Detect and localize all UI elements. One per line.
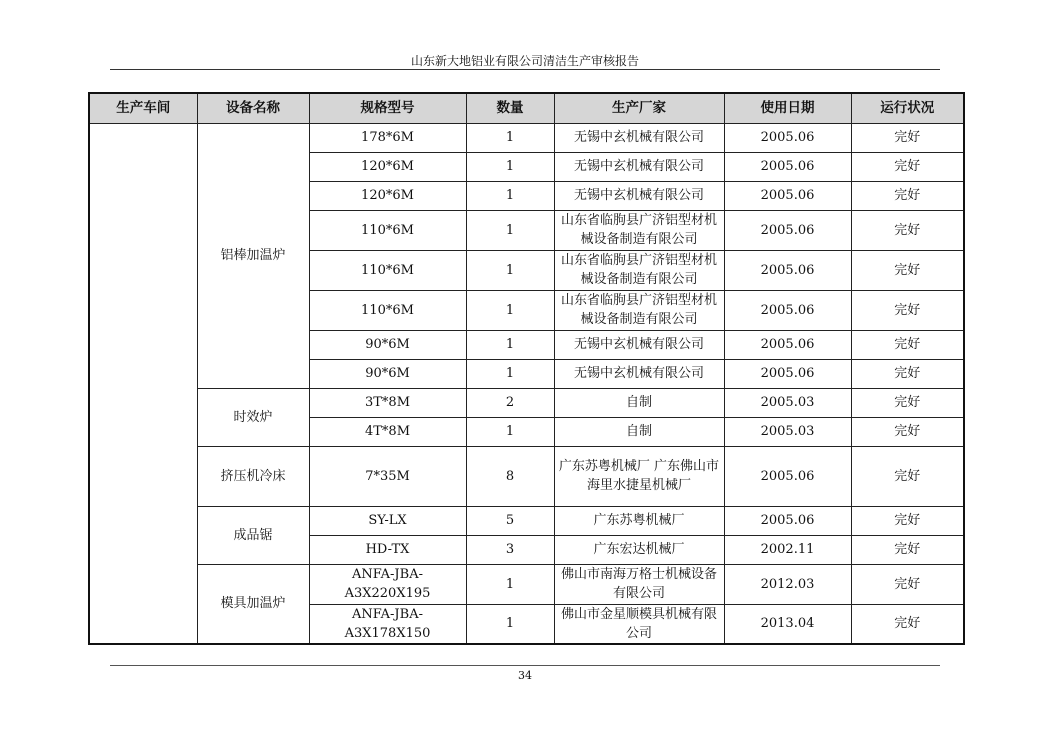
manufacturer-cell: 无锡中玄机械有限公司 xyxy=(554,359,724,388)
quantity-cell: 1 xyxy=(466,181,554,210)
status-cell: 完好 xyxy=(851,535,964,564)
date-cell: 2005.06 xyxy=(724,152,851,181)
quantity-cell: 2 xyxy=(466,388,554,417)
quantity-cell: 1 xyxy=(466,210,554,250)
manufacturer-cell: 佛山市金星顺模具机械有限公司 xyxy=(554,604,724,644)
quantity-cell: 1 xyxy=(466,604,554,644)
model-cell: 3T*8M xyxy=(309,388,466,417)
quantity-cell: 1 xyxy=(466,417,554,446)
date-cell: 2013.04 xyxy=(724,604,851,644)
table-row xyxy=(89,123,964,152)
status-cell: 完好 xyxy=(851,152,964,181)
equipment-name-cell: 挤压机冷床 xyxy=(197,446,309,506)
model-cell: 7*35M xyxy=(309,446,466,506)
quantity-cell: 1 xyxy=(466,290,554,330)
date-cell: 2012.03 xyxy=(724,564,851,604)
quantity-cell: 1 xyxy=(466,359,554,388)
quantity-cell: 3 xyxy=(466,535,554,564)
status-cell: 完好 xyxy=(851,250,964,290)
status-cell: 完好 xyxy=(851,123,964,152)
status-cell: 完好 xyxy=(851,330,964,359)
table-row xyxy=(89,564,964,604)
status-cell: 完好 xyxy=(851,388,964,417)
status-cell: 完好 xyxy=(851,446,964,506)
date-cell: 2005.06 xyxy=(724,123,851,152)
status-cell: 完好 xyxy=(851,181,964,210)
column-header-equipment: 设备名称 xyxy=(197,93,309,123)
status-cell: 完好 xyxy=(851,604,964,644)
manufacturer-cell: 自制 xyxy=(554,417,724,446)
equipment-name-cell: 成品锯 xyxy=(197,506,309,564)
quantity-cell: 1 xyxy=(466,564,554,604)
column-header-status: 运行状况 xyxy=(851,93,964,123)
quantity-cell: 1 xyxy=(466,250,554,290)
date-cell: 2005.06 xyxy=(724,330,851,359)
date-cell: 2005.06 xyxy=(724,506,851,535)
table-header-row xyxy=(89,93,964,123)
model-cell: 4T*8M xyxy=(309,417,466,446)
quantity-cell: 5 xyxy=(466,506,554,535)
model-cell: 110*6M xyxy=(309,210,466,250)
manufacturer-cell: 广东宏达机械厂 xyxy=(554,535,724,564)
quantity-cell: 1 xyxy=(466,123,554,152)
status-cell: 完好 xyxy=(851,210,964,250)
workshop-cell xyxy=(89,123,197,644)
manufacturer-cell: 佛山市南海万格士机械设备有限公司 xyxy=(554,564,724,604)
footer-divider xyxy=(110,665,940,666)
column-header-manufacturer: 生产厂家 xyxy=(554,93,724,123)
column-header-quantity: 数量 xyxy=(466,93,554,123)
model-cell: ANFA-JBA-A3X178X150 xyxy=(309,604,466,644)
manufacturer-cell: 山东省临朐县广济铝型材机械设备制造有限公司 xyxy=(554,290,724,330)
model-cell: 90*6M xyxy=(309,330,466,359)
equipment-name-cell: 铝棒加温炉 xyxy=(197,123,309,388)
date-cell: 2005.06 xyxy=(724,290,851,330)
status-cell: 完好 xyxy=(851,290,964,330)
model-cell: 120*6M xyxy=(309,152,466,181)
status-cell: 完好 xyxy=(851,564,964,604)
date-cell: 2005.06 xyxy=(724,446,851,506)
model-cell: 90*6M xyxy=(309,359,466,388)
quantity-cell: 1 xyxy=(466,330,554,359)
model-cell: HD-TX xyxy=(309,535,466,564)
manufacturer-cell: 自制 xyxy=(554,388,724,417)
column-header-workshop: 生产车间 xyxy=(89,93,197,123)
date-cell: 2005.06 xyxy=(724,250,851,290)
report-header-title: 山东新大地铝业有限公司清洁生产审核报告 xyxy=(410,54,639,68)
equipment-name-cell: 时效炉 xyxy=(197,388,309,446)
date-cell: 2005.06 xyxy=(724,210,851,250)
status-cell: 完好 xyxy=(851,506,964,535)
manufacturer-cell: 山东省临朐县广济铝型材机械设备制造有限公司 xyxy=(554,250,724,290)
quantity-cell: 1 xyxy=(466,152,554,181)
date-cell: 2005.06 xyxy=(724,359,851,388)
manufacturer-cell: 山东省临朐县广济铝型材机械设备制造有限公司 xyxy=(554,210,724,250)
manufacturer-cell: 无锡中玄机械有限公司 xyxy=(554,181,724,210)
header-divider xyxy=(110,69,940,70)
model-cell: 110*6M xyxy=(309,290,466,330)
table-row xyxy=(89,446,964,506)
manufacturer-cell: 无锡中玄机械有限公司 xyxy=(554,152,724,181)
manufacturer-cell: 无锡中玄机械有限公司 xyxy=(554,123,724,152)
status-cell: 完好 xyxy=(851,359,964,388)
model-cell: 120*6M xyxy=(309,181,466,210)
page-number: 34 xyxy=(518,669,532,682)
table-row xyxy=(89,388,964,417)
table-row xyxy=(89,506,964,535)
manufacturer-cell: 无锡中玄机械有限公司 xyxy=(554,330,724,359)
model-cell: 178*6M xyxy=(309,123,466,152)
column-header-model: 规格型号 xyxy=(309,93,466,123)
equipment-table xyxy=(88,92,965,645)
quantity-cell: 8 xyxy=(466,446,554,506)
manufacturer-cell: 广东苏粤机械厂 xyxy=(554,506,724,535)
date-cell: 2002.11 xyxy=(724,535,851,564)
status-cell: 完好 xyxy=(851,417,964,446)
column-header-date: 使用日期 xyxy=(724,93,851,123)
date-cell: 2005.06 xyxy=(724,181,851,210)
model-cell: 110*6M xyxy=(309,250,466,290)
model-cell: ANFA-JBA-A3X220X195 xyxy=(309,564,466,604)
date-cell: 2005.03 xyxy=(724,417,851,446)
date-cell: 2005.03 xyxy=(724,388,851,417)
manufacturer-cell: 广东苏粤机械厂 广东佛山市海里水捷星机械厂 xyxy=(554,446,724,506)
equipment-name-cell: 模具加温炉 xyxy=(197,564,309,644)
model-cell: SY-LX xyxy=(309,506,466,535)
